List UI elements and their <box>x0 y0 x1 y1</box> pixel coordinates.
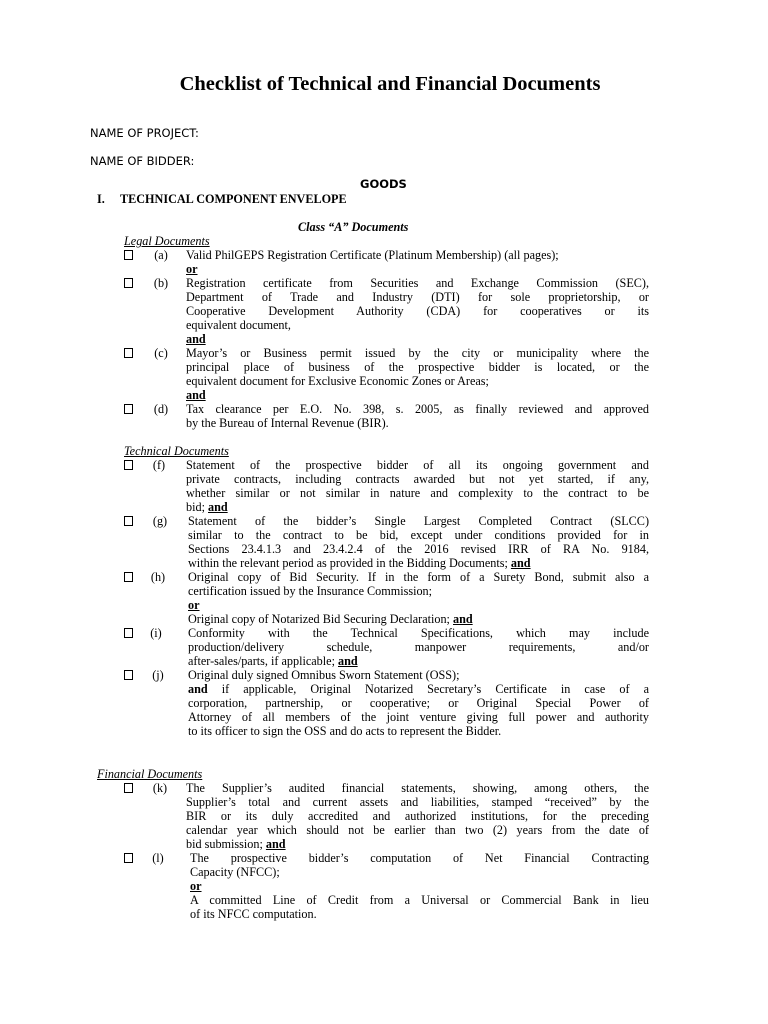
item-text-h: Original copy of Bid Security. If in the form of a Surety Bond, submit also a certification issued by the Insurance Commission; <box>188 570 649 598</box>
item-label-a: (a) <box>154 248 168 262</box>
item-label-i: (i) <box>150 626 162 640</box>
item-label-f: (f) <box>152 458 166 472</box>
conj-or-h: or <box>188 598 200 612</box>
item-text-j: Original duly signed Omnibus Sworn Statement (OSS); and if applicable, Original Notarized Secretary’s Certificate in case of a corporation, partnership, or cooperative; or Original Special Power of Attorney of all members of the joint venture giving full power and authority to its officer to sign the OSS and do acts to represent the Bidder. <box>188 668 649 738</box>
item-text-l: The prospective bidder’s computation of Net Financial Contracting Capacity (NFCC); <box>190 851 649 879</box>
item-label-c: (c) <box>154 346 168 360</box>
checkbox-h[interactable] <box>124 572 133 582</box>
category-heading: GOODS <box>360 177 407 191</box>
class-heading: Class “A” Documents <box>298 220 409 234</box>
legal-documents-heading: Legal Documents <box>124 234 210 248</box>
checkbox-g[interactable] <box>124 516 133 526</box>
technical-documents-heading: Technical Documents <box>124 444 229 458</box>
item-text-c: Mayor’s or Business permit issued by the city or municipality where the principal place of business of the prospective bidder is located, or the equivalent document for Exclusive Economic Zones or Areas; <box>186 346 649 388</box>
conj-and-c: and <box>186 388 206 402</box>
item-label-d: (d) <box>153 402 169 416</box>
item-label-j: (j) <box>152 668 164 682</box>
conj-or-l: or <box>190 879 202 893</box>
section-number: I. <box>97 192 105 206</box>
item-label-l: (l) <box>152 851 164 865</box>
item-alt-l: A committed Line of Credit from a Universal or Commercial Bank in lieu of its NFCC computation. <box>190 893 649 921</box>
conj-and-j: and <box>188 682 208 696</box>
section-title: TECHNICAL COMPONENT ENVELOPE <box>120 192 347 206</box>
conj-and-g: and <box>510 556 531 570</box>
conj-and-f: and <box>208 500 228 514</box>
item-text-b: Registration certificate from Securities and Exchange Commission (SEC), Department of Trade and Industry (DTI) for sole proprietorship, or Cooperative Development Authority (CDA) for cooperatives or its equivalent document, <box>186 276 649 332</box>
item-text-f: Statement of the prospective bidder of all its ongoing government and private contracts, including contracts awarded but not yet started, if any, whether similar or not similar in nature and complexity to the contract to be bid; and <box>186 458 649 514</box>
item-text-g: Statement of the bidder’s Single Largest Completed Contract (SLCC) similar to the contract to be bid, except under conditions provided for in Sections 23.4.1.3 and 23.4.2.4 of the 2016 revised IRR of RA No. 9184, within the relevant period as provided in the Bidding Documents; and <box>188 514 649 570</box>
checkbox-i[interactable] <box>124 628 133 638</box>
item-label-h: (h) <box>150 570 166 584</box>
name-of-project-label: NAME OF PROJECT: <box>90 126 199 140</box>
checkbox-d[interactable] <box>124 404 133 414</box>
name-of-bidder-label: NAME OF BIDDER: <box>90 154 195 168</box>
checkbox-a[interactable] <box>124 250 133 260</box>
conj-or-a: or <box>186 262 198 276</box>
item-text-a: Valid PhilGEPS Registration Certificate (Platinum Membership) (all pages); <box>186 248 559 262</box>
page-title: Checklist of Technical and Financial Documents <box>179 73 601 95</box>
item-text-d: Tax clearance per E.O. No. 398, s. 2005, as finally reviewed and approved by the Bureau of Internal Revenue (BIR). <box>186 402 649 430</box>
checkbox-l[interactable] <box>124 853 133 863</box>
item-label-b: (b) <box>153 276 169 290</box>
item-label-g: (g) <box>152 514 168 528</box>
financial-documents-heading: Financial Documents <box>97 767 203 781</box>
conj-and-k: and <box>265 837 286 851</box>
item-text-k: The Supplier’s audited financial statements, showing, among others, the Supplier’s total and current assets and liabilities, stamped “received” by the BIR or its duly accredited and authorized institutions, for the preceding calendar year which should not be earlier than two (2) years from the date of bid submission; and <box>186 781 649 851</box>
item-label-k: (k) <box>152 781 168 795</box>
conj-and-i: and <box>338 654 358 668</box>
checkbox-k[interactable] <box>124 783 133 793</box>
checkbox-b[interactable] <box>124 278 133 288</box>
item-alt-h: Original copy of Notarized Bid Securing Declaration; and <box>188 612 473 626</box>
conj-and-b: and <box>186 332 206 346</box>
checkbox-c[interactable] <box>124 348 133 358</box>
checkbox-f[interactable] <box>124 460 133 470</box>
checkbox-j[interactable] <box>124 670 133 680</box>
item-text-i: Conformity with the Technical Specifications, which may include production/delivery schedule, manpower requirements, and/or after-sales/parts, if applicable; and <box>188 626 649 668</box>
conj-and-h: and <box>453 612 473 626</box>
